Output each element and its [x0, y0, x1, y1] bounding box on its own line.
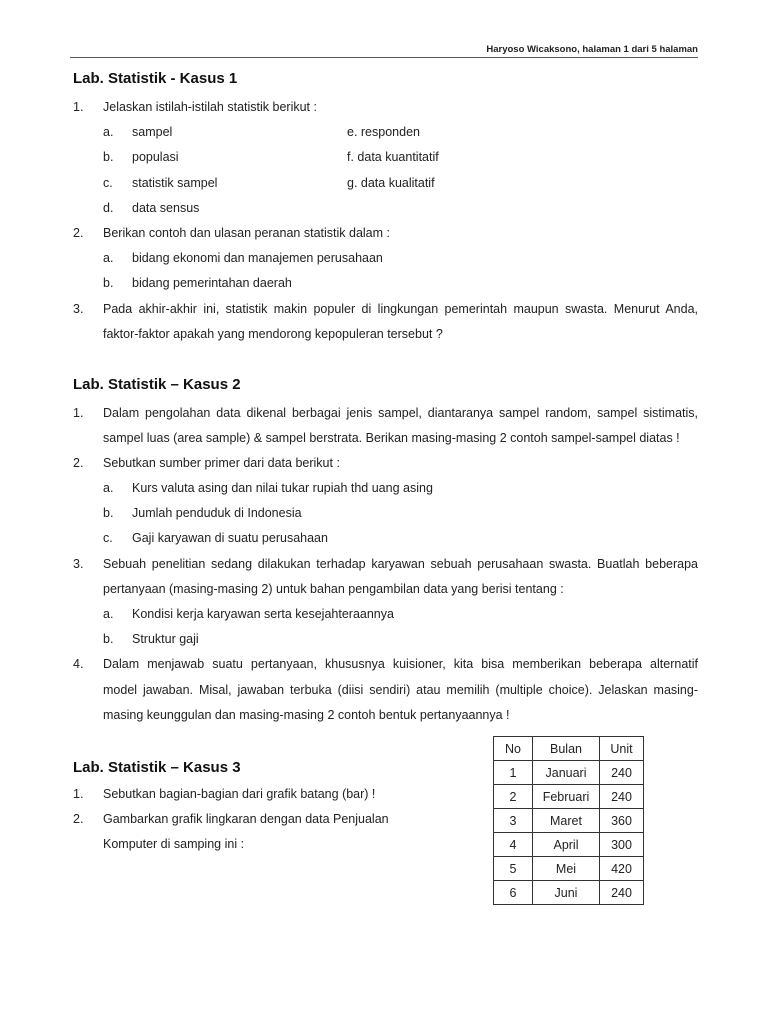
- k1-q1-text: Jelaskan istilah-istilah statistik berikut :: [103, 100, 317, 114]
- page-header: Haryoso Wicaksono, halaman 1 dari 5 halaman: [486, 44, 698, 55]
- table-header-cell: Unit: [600, 737, 644, 761]
- k1-q1-item-label: b.: [103, 150, 114, 164]
- table-row: [494, 833, 644, 857]
- kasus-2-title: Lab. Statistik – Kasus 2: [73, 376, 241, 393]
- table-cell: April: [533, 833, 600, 857]
- table-cell: 420: [600, 857, 644, 881]
- kasus-1-title: Lab. Statistik - Kasus 1: [73, 70, 238, 87]
- k1-q3-line: faktor-faktor apakah yang mendorong kepopuleran tersebut ?: [103, 327, 443, 341]
- k2-q3-item-label: a.: [103, 607, 114, 621]
- k2-q1-number: 1.: [73, 406, 84, 420]
- table-row: [494, 881, 644, 905]
- k2-q2-item-text: Gaji karyawan di suatu perusahaan: [132, 531, 328, 545]
- k3-q2-line: Gambarkan grafik lingkaran dengan data Penjualan: [103, 812, 389, 826]
- table-header-cell: Bulan: [533, 737, 600, 761]
- k1-q1-item-right: e. responden: [347, 125, 420, 139]
- k1-q3-line: Pada akhir-akhir ini, statistik makin populer di lingkungan pemerintah maupun swasta. Menurut Anda,: [103, 302, 698, 316]
- k1-q1-item-label: d.: [103, 201, 114, 215]
- k1-q3-number: 3.: [73, 302, 84, 316]
- table-cell: 3: [494, 809, 533, 833]
- kasus-3-title: Lab. Statistik – Kasus 3: [73, 759, 241, 776]
- k2-q3-line: Sebuah penelitian sedang dilakukan terhadap karyawan sebuah perusahaan swasta. Buatlah beberapa: [103, 557, 698, 571]
- k3-q2-number: 2.: [73, 812, 84, 826]
- table-row: [494, 761, 644, 785]
- table-cell: 2: [494, 785, 533, 809]
- table-cell: 6: [494, 881, 533, 905]
- table-cell: 240: [600, 881, 644, 905]
- k2-q1-line: Dalam pengolahan data dikenal berbagai jenis sampel, diantaranya sampel random, sampel sistimatis,: [103, 406, 698, 420]
- table-cell: 5: [494, 857, 533, 881]
- k1-q2-text: Berikan contoh dan ulasan peranan statistik dalam :: [103, 226, 390, 240]
- k1-q2-item-label: a.: [103, 251, 114, 265]
- k2-q1-line: sampel luas (area sample) & sampel berstrata. Berikan masing-masing 2 contoh sampel-sampel diatas !: [103, 431, 680, 445]
- k1-q1-item-text: sampel: [132, 125, 173, 139]
- k2-q4-line: model jawaban. Misal, jawaban terbuka (diisi sendiri) atau memilih (multiple choice). Jelaskan masing-: [103, 683, 698, 697]
- k2-q2-number: 2.: [73, 456, 84, 470]
- k2-q3-item-label: b.: [103, 632, 114, 646]
- k3-q1-text: Sebutkan bagian-bagian dari grafik batang (bar) !: [103, 787, 376, 801]
- k2-q4-number: 4.: [73, 657, 84, 671]
- table-cell: Februari: [533, 785, 600, 809]
- table-cell: 240: [600, 761, 644, 785]
- k1-q2-item-text: bidang ekonomi dan manajemen perusahaan: [132, 251, 383, 265]
- table-cell: Januari: [533, 761, 600, 785]
- k1-q1-item-text: data sensus: [132, 201, 200, 215]
- table-row: [494, 809, 644, 833]
- k2-q2-item-text: Kurs valuta asing dan nilai tukar rupiah thd uang asing: [132, 481, 433, 495]
- k1-q1-item-right: f. data kuantitatif: [347, 150, 439, 164]
- table-cell: 300: [600, 833, 644, 857]
- k1-q2-item-text: bidang pemerintahan daerah: [132, 276, 292, 290]
- k2-q4-line: Dalam menjawab suatu pertanyaan, khususnya kuisioner, kita bisa memberikan beberapa alternatif: [103, 657, 698, 671]
- k3-q1-number: 1.: [73, 787, 84, 801]
- table-cell: Mei: [533, 857, 600, 881]
- table-cell: 4: [494, 833, 533, 857]
- k1-q1-number: 1.: [73, 100, 84, 114]
- k2-q4-line: masing keunggulan dan masing-masing 2 contoh bentuk pertanyaannya !: [103, 708, 510, 722]
- table-cell: Juni: [533, 881, 600, 905]
- k2-q3-item-text: Struktur gaji: [132, 632, 199, 646]
- k1-q2-number: 2.: [73, 226, 84, 240]
- k1-q1-item-right: g. data kualitatif: [347, 176, 435, 190]
- table-header-cell: No: [494, 737, 533, 761]
- k2-q2-item-label: b.: [103, 506, 114, 520]
- table-row: [494, 785, 644, 809]
- k2-q3-number: 3.: [73, 557, 84, 571]
- k2-q3-item-text: Kondisi kerja karyawan serta kesejahteraannya: [132, 607, 394, 621]
- k3-q2-line: Komputer di samping ini :: [103, 837, 245, 851]
- header-divider: [70, 57, 698, 58]
- k1-q1-item-text: populasi: [132, 150, 179, 164]
- table-cell: Maret: [533, 809, 600, 833]
- k2-q2-item-label: a.: [103, 481, 114, 495]
- k2-q3-line: pertanyaan (masing-masing 2) untuk bahan pengambilan data yang berisi tentang :: [103, 582, 564, 596]
- k2-q2-item-text: Jumlah penduduk di Indonesia: [132, 506, 302, 520]
- k1-q1-item-text: statistik sampel: [132, 176, 218, 190]
- k2-q2-text: Sebutkan sumber primer dari data berikut :: [103, 456, 340, 470]
- table-cell: 360: [600, 809, 644, 833]
- k2-q2-item-label: c.: [103, 531, 113, 545]
- table-header-row: [494, 737, 644, 761]
- table-cell: 240: [600, 785, 644, 809]
- k1-q1-item-label: c.: [103, 176, 113, 190]
- k1-q2-item-label: b.: [103, 276, 114, 290]
- table-cell: 1: [494, 761, 533, 785]
- sales-table: [493, 736, 644, 905]
- k1-q1-item-label: a.: [103, 125, 114, 139]
- table-row: [494, 857, 644, 881]
